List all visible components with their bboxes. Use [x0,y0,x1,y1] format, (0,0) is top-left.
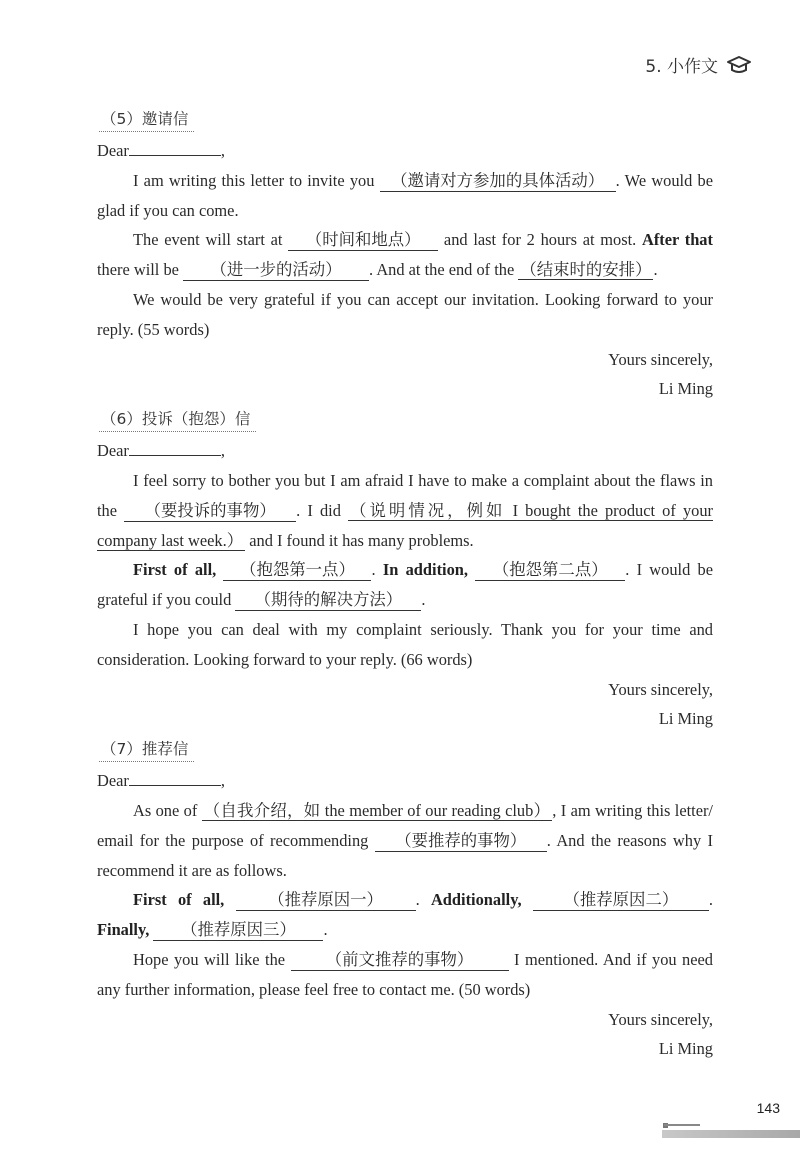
salutation: Dear , [97,441,225,461]
fill-blank: （前文推荐的事物） [291,950,509,971]
graduation-cap-icon [726,54,752,76]
footer-bar [662,1130,800,1138]
fill-blank: （进一步的活动） [183,260,369,281]
signature: Li Ming [658,709,713,729]
blank-line [129,769,221,786]
fill-blank: （抱怨第二点） [475,560,625,581]
section-title-invitation: （5）邀请信 [99,107,194,132]
paragraph: First of all, （抱怨第一点） . In addition, （抱怨第二点） . I would be grateful if you could （期待的解决方法） . [97,560,713,610]
closing: Yours sincerely, [608,1009,713,1029]
page-content [97,104,713,1064]
fill-blank: （邀请对方参加的具体活动） [380,171,616,192]
salutation: Dear , [97,141,225,160]
chapter-header [645,52,752,77]
fill-blank: （推荐原因三） [153,920,323,941]
fill-blank: （要投诉的事物） [124,501,296,522]
chapter-title: 5. 小作文 [645,57,718,77]
paragraph: I feel sorry to bother you but I am afraid I have to make a complaint about the flaws in the （要投诉的事物） . I did （说明情况，例如 I bought the product of your company last week.） and I found it has many problems. [97,470,713,550]
paragraph: The event will start at （时间和地点） and last for 2 hours at most. After that there will be （进一步的活动） . And at the end of the （结束时的安排） . [97,230,713,280]
closing: Yours sincerely, [608,349,713,369]
fill-blank: （推荐原因二） [533,890,709,911]
fill-blank: （期待的解决方法） [235,590,421,611]
signature: Li Ming [658,1039,713,1059]
paragraph: I am writing this letter to invite you （邀请对方参加的具体活动） . We would be glad if you can come. [97,170,713,220]
fill-blank: （时间和地点） [288,230,438,251]
signature: Li Ming [658,379,713,399]
paragraph: I hope you can deal with my complaint seriously. Thank you for your time and consideration. Looking forward to your reply. (66 words) [97,619,713,669]
fill-blank: （要推荐的事物） [375,831,547,852]
paragraph: First of all, （推荐原因一） . Additionally, （推荐原因二） . Finally, （推荐原因三） . [97,890,713,940]
fill-blank: （结束时的安排） [520,260,652,280]
fill-blank: （抱怨第一点） [223,560,371,581]
closing: Yours sincerely, [608,679,713,699]
fill-blank: （说明情况，例如 I bought the product of your company last week.） [97,500,713,550]
page-number: 143 [756,1100,780,1116]
paragraph: As one of （自我介绍，如 the member of our reading club） , I am writing this letter/ email for the purpose of recommending （要推荐的事物） . And the reasons why I recommend it are as follows. [97,800,713,880]
blank-line [129,439,221,456]
blank-line [129,139,221,156]
section-title-recommendation: （7）推荐信 [99,737,194,762]
paragraph: We would be very grateful if you can accept our invitation. Looking forward to your reply. (55 words) [97,289,713,339]
fill-blank: （自我介绍，如 the member of our reading club） [203,800,551,820]
section-title-complaint: （6）投诉（抱怨）信 [99,407,256,432]
salutation: Dear , [97,771,225,791]
paragraph: Hope you will like the （前文推荐的事物） I mentioned. And if you need any further information, please feel free to contact me. (50 words) [97,949,714,999]
fill-blank: （推荐原因一） [236,890,416,911]
footer-rule [664,1124,700,1126]
